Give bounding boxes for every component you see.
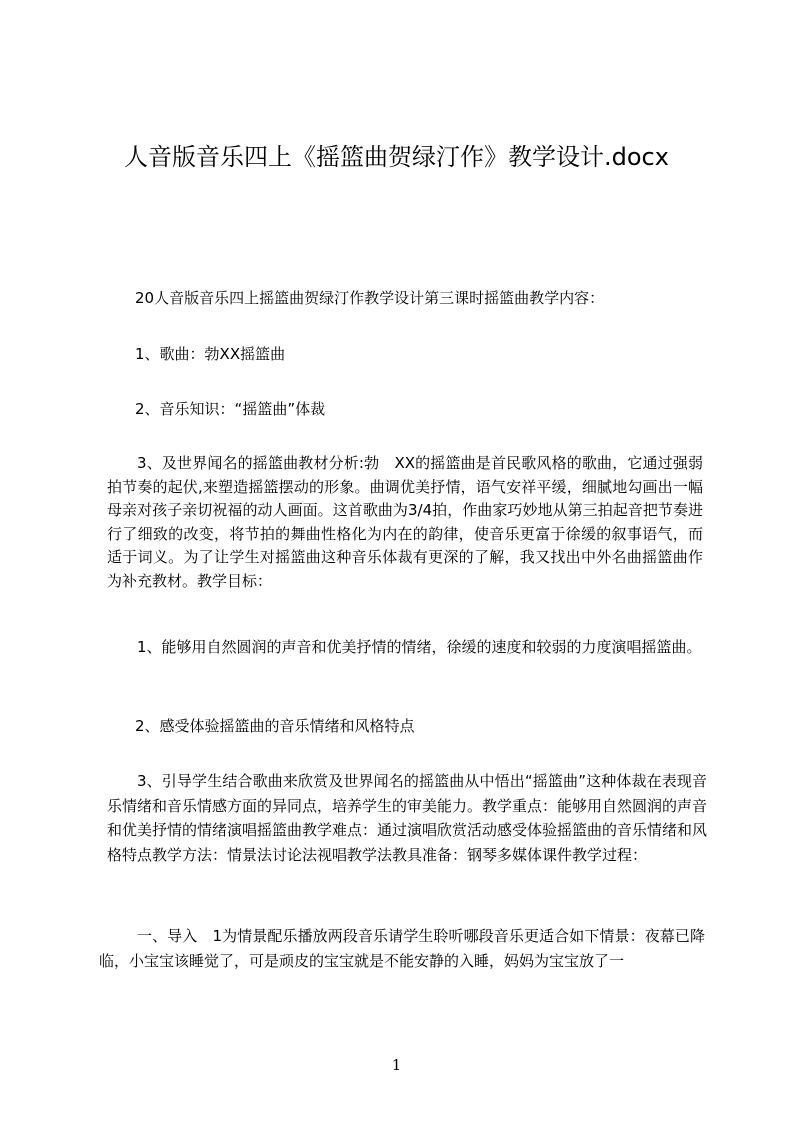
paragraph-intro: 20人音版音乐四上摇篮曲贺绿汀作教学设计第三课时摇篮曲教学内容： xyxy=(135,289,605,307)
paragraph-goal-3: 3、引导学生结合歌曲来欣赏及世界闻名的摇篮曲从中悟出“摇篮曲”这种体裁在表现音乐情绪和音乐情感方面的异同点，培养学生的审美能力。教学重点：能够用自然圆润的声音和优美抒情的情绪演唱摇篮曲教学难点：通过演唱欣赏活动感受体验摇篮曲的音乐情绪和风格特点教学方法：情景法讨论法视唱教学法教具准备：钢琴多媒体课件教学过程： xyxy=(107,772,708,864)
paragraph-song: 1、歌曲：勃XX摇篮曲 xyxy=(135,345,286,363)
paragraph-material-analysis: 3、及世界闻名的摇篮曲教材分析:勃 XX的摇篮曲是首民歌风格的歌曲，它通过强弱拍节奏的起伏,来塑造摇篮摆动的形象。曲调优美抒情，语气安祥平缓，细腻地勾画出一幅母亲对孩子亲切祝福的动人画面。这首歌曲为3/4拍，作曲家巧妙地从第三拍起音把节奏进行了细致的改变，将节拍的舞曲性格化为内在的韵律，使音乐更富于徐缓的叙事语气，而适于词义。为了让学生对摇篮曲这种音乐体裁有更深的了解，我又找出中外名曲摇篮曲作为补充教材。教学目标： xyxy=(107,454,703,590)
document-title: 人音版音乐四上《摇篮曲贺绿汀作》教学设计.docx xyxy=(124,143,669,171)
paragraph-introduction-step: 一、导入 1为情景配乐播放两段音乐请学生聆听哪段音乐更适合如下情景：夜幕已降临，小宝宝该睡觉了，可是顽皮的宝宝就是不能安静的入睡，妈妈为宝宝放了一 xyxy=(99,927,705,970)
paragraph-goal-1: 1、能够用自然圆润的声音和优美抒情的情绪，徐缓的速度和较弱的力度演唱摇篮曲。 xyxy=(137,638,702,656)
paragraph-music-knowledge: 2、音乐知识：“摇篮曲”体裁 xyxy=(135,400,326,418)
page-number: 1 xyxy=(391,1056,402,1074)
paragraph-goal-2: 2、感受体验摇篮曲的音乐情绪和风格特点 xyxy=(135,717,415,735)
